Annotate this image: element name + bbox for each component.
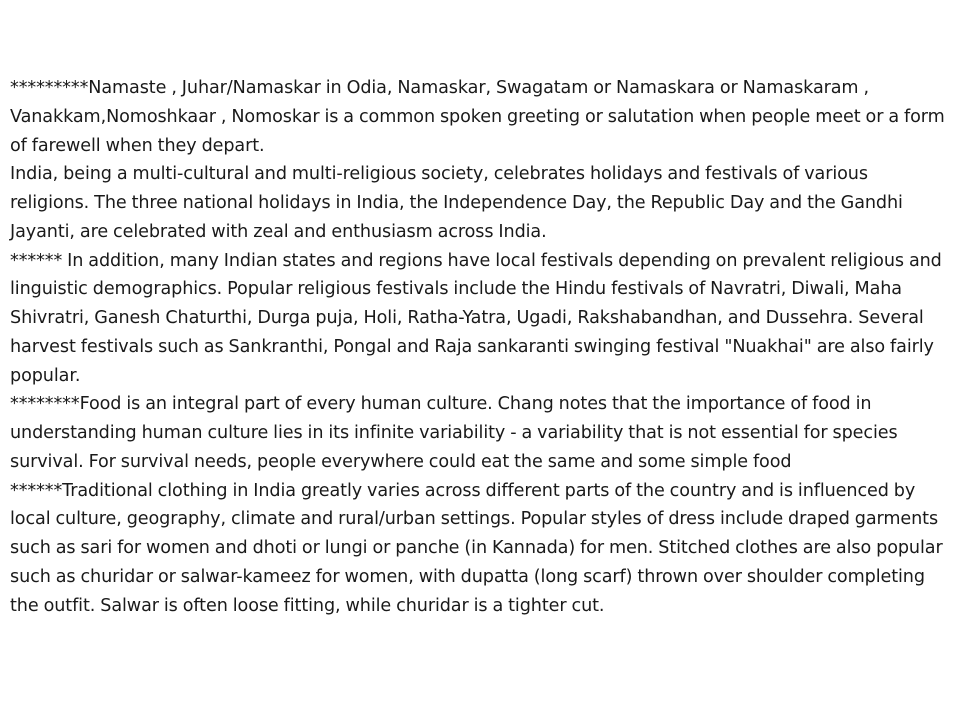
paragraph-festivals: ****** In addition, many Indian states and regions have local festivals depending on prevalent religious and linguistic demographics. Popular religious festivals include the Hindu festivals of Navratri, Diwali, Maha Shivratri, Ganesh Chaturthi, Durga puja, Holi, Ratha-Yatra, Ugadi, Rakshabandhan, and Dussehra. Several harvest festivals such as Sankranthi, Pongal and Raja sankaranti swinging festival "Nuakhai" are also fairly popular. bbox=[10, 250, 942, 386]
paragraph-greetings: *********Namaste , Juhar/Namaskar in Odia, Namaskar, Swagatam or Namaskara or Namaskaram , Vanakkam,Nomoshkaar , Nomoskar is a common spoken greeting or salutation when people meet or a form of farewell when they depart. bbox=[10, 78, 945, 156]
paragraph-clothing: ******Traditional clothing in India greatly varies across different parts of the country and is influenced by local culture, geography, climate and rural/urban settings. Popular styles of dress include draped garments such as sari for women and dhoti or lungi or panche (in Kannada) for men. Stitched clothes are also popular such as churidar or salwar-kameez for women, with dupatta (long scarf) thrown over shoulder completing the outfit. Salwar is often loose fitting, while churidar is a tighter cut. bbox=[10, 480, 943, 616]
paragraph-holidays: India, being a multi-cultural and multi-religious society, celebrates holidays and festivals of various religions. The three national holidays in India, the Independence Day, the Republic Day and the Gandhi Jayanti, are celebrated with zeal and enthusiasm across India. bbox=[10, 164, 903, 242]
paragraph-food: ********Food is an integral part of every human culture. Chang notes that the importance of food in understanding human culture lies in its infinite variability - a variability that is not essential for species survival. For survival needs, people everywhere could eat the same and some simple food bbox=[10, 394, 898, 472]
text-body bbox=[10, 74, 945, 620]
